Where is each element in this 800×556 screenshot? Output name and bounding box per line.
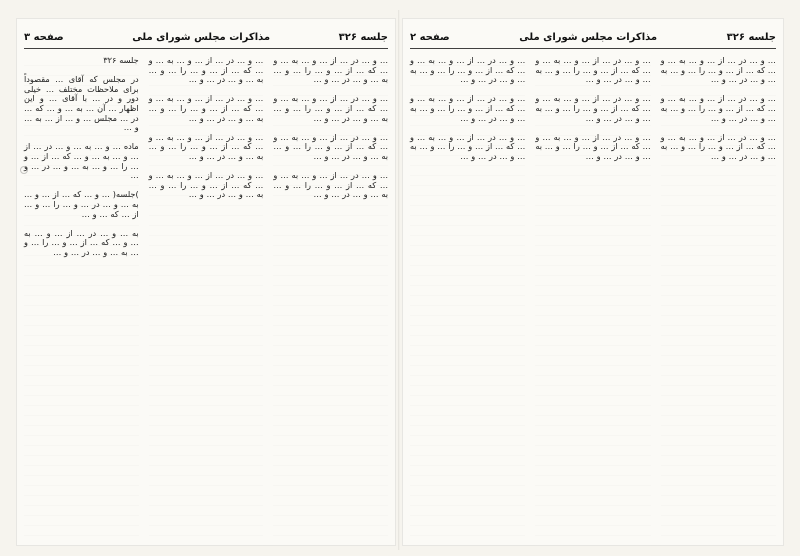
right-col-1 bbox=[410, 56, 525, 536]
left-col-2 bbox=[149, 56, 264, 536]
right-header-center: مذاکرات مجلس شورای ملی bbox=[519, 31, 658, 43]
left-page bbox=[16, 18, 396, 546]
left-header-center: مذاکرات مجلس شورای ملی bbox=[132, 31, 271, 43]
left-page-columns bbox=[24, 56, 388, 536]
right-header-right: صفحه ۲ bbox=[410, 31, 450, 43]
left-header-right: صفحه ۳ bbox=[24, 31, 64, 43]
right-header-left: جلسه ۳۲۶ bbox=[726, 31, 776, 43]
left-col-1-text: جلسه ۳۲۶ در مجلس که آقای … مقصوداً برای ملاحظات مختلف … خیلی دور و در … با آقای … و این اظهار … آن … به … و … که … در … مجلس … و … از … به … و … ماده … و … به … و … در … از … و … به … و … که … از … و … را … و … به … و … در … و … (جلسه) … و … که … از … و … به … و … در … و … را … و … از … که … و … به … و … در … از … و … به … و … که … از … و … را … و … به … و … در … و … bbox=[24, 56, 139, 536]
left-col-3 bbox=[273, 56, 388, 536]
left-col-2-text: … و … در … از … و … به … و … که … از … و … را … و … به … و … در … و … … و … در … از … و … به … و … که … از … و … را … و … به … و … در … و … … و … در … از … و … به … و … که … از … و … را … و … به … و … در … و … … و … در … از … و … به … و … که … از … و … را … و … به … و … در … و … bbox=[149, 56, 264, 536]
right-col-2-text: … و … در … از … و … به … و … که … از … و … را … و … به … و … در … و … … و … در … از … و … به … و … که … از … و … را … و … به … و … در … و … … و … در … از … و … به … و … که … از … و … را … و … به … و … در … و … bbox=[535, 56, 650, 536]
right-col-3 bbox=[661, 56, 776, 536]
left-header-left: جلسه ۳۲۶ bbox=[338, 31, 388, 43]
right-header-rule bbox=[410, 48, 776, 49]
right-page-header bbox=[402, 28, 784, 46]
left-col-3-text: … و … در … از … و … به … و … که … از … و … را … و … به … و … در … و … … و … در … از … و … به … و … که … از … و … را … و … به … و … در … و … … و … در … از … و … به … و … که … از … و … را … و … به … و … در … و … … و … در … از … و … به … و … که … از … و … را … و … به … و … در … و … bbox=[273, 56, 388, 536]
gutter-shadow bbox=[398, 10, 400, 550]
right-col-1-text: … و … در … از … و … به … و … که … از … و … را … و … به … و … در … و … … و … در … از … و … به … و … که … از … و … را … و … به … و … در … و … … و … در … از … و … به … و … که … از … و … را … و … به … و … در … و … bbox=[410, 56, 525, 536]
right-col-2 bbox=[535, 56, 650, 536]
left-page-margin-mark bbox=[20, 166, 28, 174]
left-col-1 bbox=[24, 56, 139, 536]
left-page-header bbox=[16, 28, 396, 46]
right-page bbox=[402, 18, 784, 546]
right-page-columns bbox=[410, 56, 776, 536]
right-col-3-text: … و … در … از … و … به … و … که … از … و … را … و … به … و … در … و … … و … در … از … و … به … و … که … از … و … را … و … به … و … در … و … … و … در … از … و … به … و … که … از … و … را … و … به … و … در … و … bbox=[661, 56, 776, 536]
left-header-rule bbox=[24, 48, 388, 49]
